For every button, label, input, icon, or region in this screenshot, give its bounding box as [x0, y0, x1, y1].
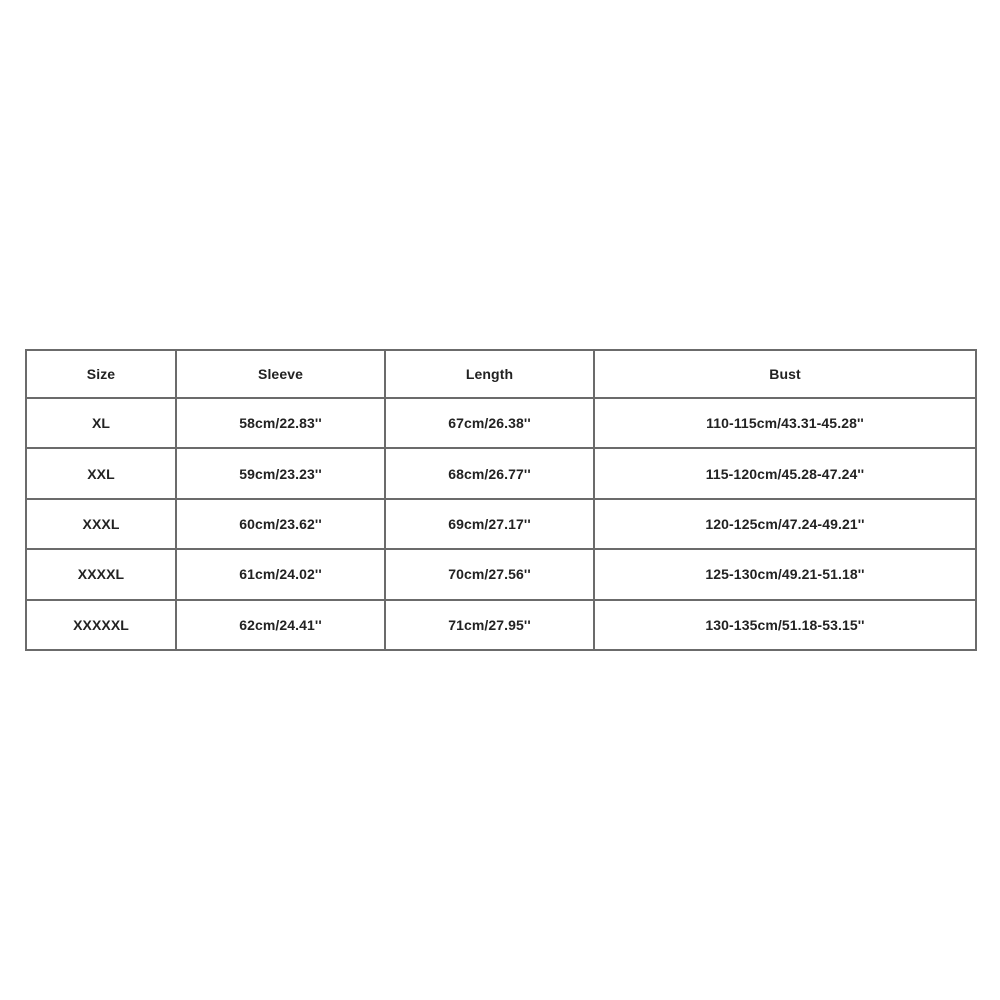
cell-sleeve: 62cm/24.41''	[176, 600, 385, 650]
header-row	[26, 350, 976, 398]
cell-length: 70cm/27.56''	[385, 549, 594, 599]
header-bust: Bust	[594, 350, 976, 398]
header-sleeve: Sleeve	[176, 350, 385, 398]
table-row	[26, 549, 976, 599]
header-size: Size	[26, 350, 176, 398]
cell-length: 68cm/26.77''	[385, 448, 594, 498]
cell-length: 71cm/27.95''	[385, 600, 594, 650]
table-row	[26, 448, 976, 498]
cell-length: 67cm/26.38''	[385, 398, 594, 448]
header-length: Length	[385, 350, 594, 398]
cell-size: XXXXXL	[26, 600, 176, 650]
table-row	[26, 398, 976, 448]
cell-bust: 110-115cm/43.31-45.28''	[594, 398, 976, 448]
cell-length: 69cm/27.17''	[385, 499, 594, 549]
table-row	[26, 600, 976, 650]
cell-sleeve: 61cm/24.02''	[176, 549, 385, 599]
size-chart-table	[25, 349, 977, 651]
cell-sleeve: 58cm/22.83''	[176, 398, 385, 448]
cell-size: XXXXL	[26, 549, 176, 599]
cell-sleeve: 60cm/23.62''	[176, 499, 385, 549]
table-row	[26, 499, 976, 549]
cell-size: XL	[26, 398, 176, 448]
cell-size: XXL	[26, 448, 176, 498]
cell-bust: 120-125cm/47.24-49.21''	[594, 499, 976, 549]
table-body	[26, 398, 976, 650]
cell-bust: 130-135cm/51.18-53.15''	[594, 600, 976, 650]
cell-bust: 115-120cm/45.28-47.24''	[594, 448, 976, 498]
cell-bust: 125-130cm/49.21-51.18''	[594, 549, 976, 599]
cell-sleeve: 59cm/23.23''	[176, 448, 385, 498]
table-header	[26, 350, 976, 398]
cell-size: XXXL	[26, 499, 176, 549]
